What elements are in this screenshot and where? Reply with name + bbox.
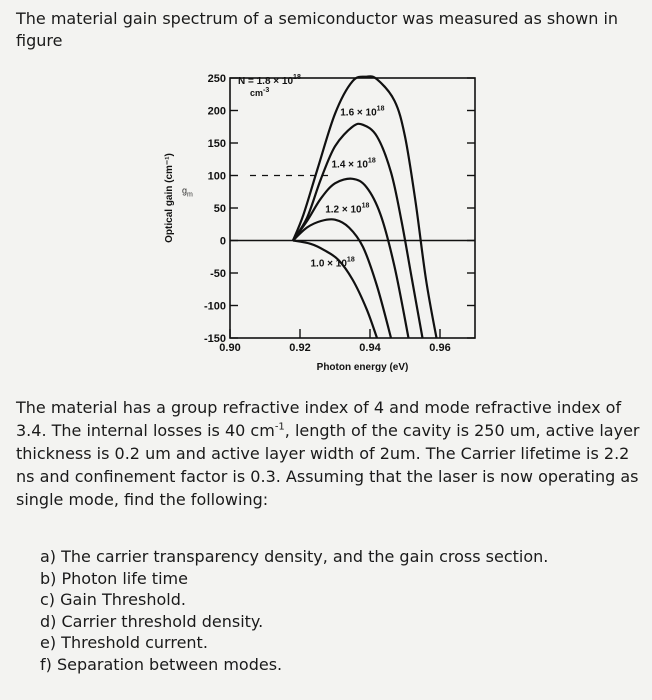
series-label-2: $1.4 \times 10^{18}$ [331, 157, 376, 171]
question-item: c) Gain Threshold. [40, 590, 186, 609]
series-label-3: $1.2 \times 10^{18}$ [325, 202, 370, 216]
problem-intro: The material gain spectrum of a semiconductor was measured as shown in figure [16, 9, 619, 50]
question-list [40, 546, 640, 675]
y-tick-label: 100 [207, 170, 226, 183]
x-tick-label: 0.94 [359, 342, 381, 354]
x-tick-label: 0.90 [219, 342, 241, 354]
series-label-unit: $cm^{-3}$ [250, 87, 270, 98]
y-tick-label: -100 [203, 300, 226, 313]
y-tick-label: 250 [207, 73, 226, 85]
x-tick-label: 0.92 [289, 342, 311, 354]
x-tick-label: 0.96 [429, 342, 451, 354]
question-item: a) The carrier transparency density, and the gain cross section. [40, 547, 549, 566]
chart-axes [164, 73, 475, 373]
y-axis-subscript: $g_m$ [182, 185, 193, 199]
series-label-1: $1.6 \times 10^{18}$ [340, 105, 385, 119]
series-label-0: $N = 1.8 \times 10^{18}$ [238, 74, 301, 87]
x-axis-label: Photon energy (eV) [316, 362, 409, 373]
y-tick-label: 200 [207, 105, 226, 118]
y-tick-label: -50 [210, 268, 226, 280]
question-item: b) Photon life time [40, 568, 188, 588]
body-part2: , length of the cavity is 250 um, active layer thickness is 0.2 um and active layer width of 2um. The Carrier lifetime is 2.2 ns and confinement factor is 0.3. Assuming that the laser is now operating as single mode, find the following: [16, 421, 640, 509]
y-tick-label: 0 [219, 235, 226, 248]
body-part1: The material has a group refractive index of 4 and mode refractive index of 3.4. The internal losses is 40 cm [16, 398, 622, 440]
y-axis-label: Optical gain (cm⁻¹) [164, 153, 175, 243]
y-tick-label: 150 [207, 138, 226, 150]
series-label-4: $1.0 \times 10^{18}$ [310, 256, 355, 270]
gain-spectrum-chart [150, 58, 490, 383]
body-sup: -1 [274, 421, 285, 433]
gain-curve-4 [293, 241, 377, 339]
question-item: f) Separation between modes. [40, 654, 283, 674]
gain-curve-3 [293, 219, 391, 338]
question-item: e) Threshold current. [40, 633, 208, 652]
problem-body [16, 396, 640, 511]
y-axis-label-group [164, 153, 175, 243]
y-tick-label: 50 [213, 203, 226, 215]
y-tick-label: -150 [203, 333, 226, 345]
question-item: d) Carrier threshold density. [40, 611, 264, 631]
